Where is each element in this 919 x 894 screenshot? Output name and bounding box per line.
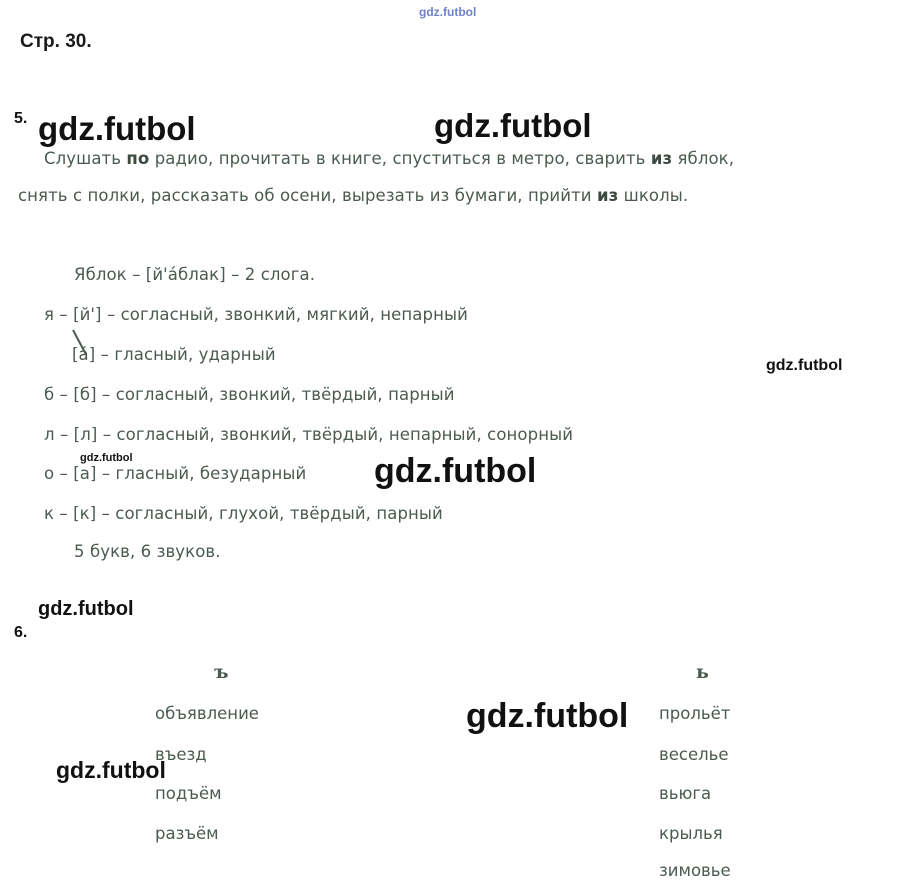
exercise-6-number: 6. [14,624,28,641]
watermark: gdz.futbol [80,452,133,464]
phonetic-row-2: [á] – гласный, ударный [72,345,276,364]
watermark: gdz.futbol [38,110,196,147]
watermark: gdz.futbol [38,598,134,620]
ex5-l1-bold-2: из [650,149,673,168]
list-item: подъём [155,784,222,803]
ex5-l1-part-a: Слушать [44,149,127,168]
exercise-5-line-1 [44,149,734,168]
phonetic-row-1: я – [й'] – согласный, звонкий, мягкий, непарный [44,305,468,324]
exercise-5-number: 5. [14,110,28,127]
ex5-l1-part-c: радио, прочитать в книге, спуститься в метро, сварить [149,149,651,168]
watermark: gdz.futbol [466,697,629,735]
top-watermark: gdz.futbol [419,5,477,19]
list-item: въезд [155,745,207,764]
list-item: объявление [155,704,259,723]
watermark: gdz.futbol [766,357,843,374]
list-item: прольёт [659,704,731,723]
exercise-5-line-2 [18,186,688,205]
phonetic-total: 5 букв, 6 звуков. [74,542,221,561]
watermark: gdz.futbol [434,107,592,144]
list-item: зимовье [659,861,731,880]
column-header-hard-sign: ъ [214,661,229,683]
watermark: gdz.futbol [374,452,537,490]
phonetic-title: Яблок – [й'áблак] – 2 слога. [74,265,316,284]
ex5-l2-part-a: снять с полки, рассказать об осени, вырезать из бумаги, прийти [18,186,597,205]
phonetic-row-6: к – [к] – согласный, глухой, твёрдый, парный [44,504,443,523]
ex5-l1-part-d: яблок, [672,149,735,168]
ex5-l2-part-c: школы. [618,186,689,205]
ex5-l2-bold: из [596,186,619,205]
phonetic-row-3: б – [б] – согласный, звонкий, твёрдый, парный [44,385,455,404]
list-item: вьюга [659,784,712,803]
ex5-l1-bold-1: по [126,149,150,168]
list-item: веселье [659,745,729,764]
phonetic-row-5: о – [а] – гласный, безударный [44,464,307,483]
list-item: разъём [155,824,219,843]
page-number: Стр. 30. [20,31,92,52]
phonetic-row-4: л – [л] – согласный, звонкий, твёрдый, непарный, сонорный [44,425,574,444]
list-item: крылья [659,824,723,843]
column-header-soft-sign: ь [696,661,709,683]
watermark: gdz.futbol [56,757,166,783]
